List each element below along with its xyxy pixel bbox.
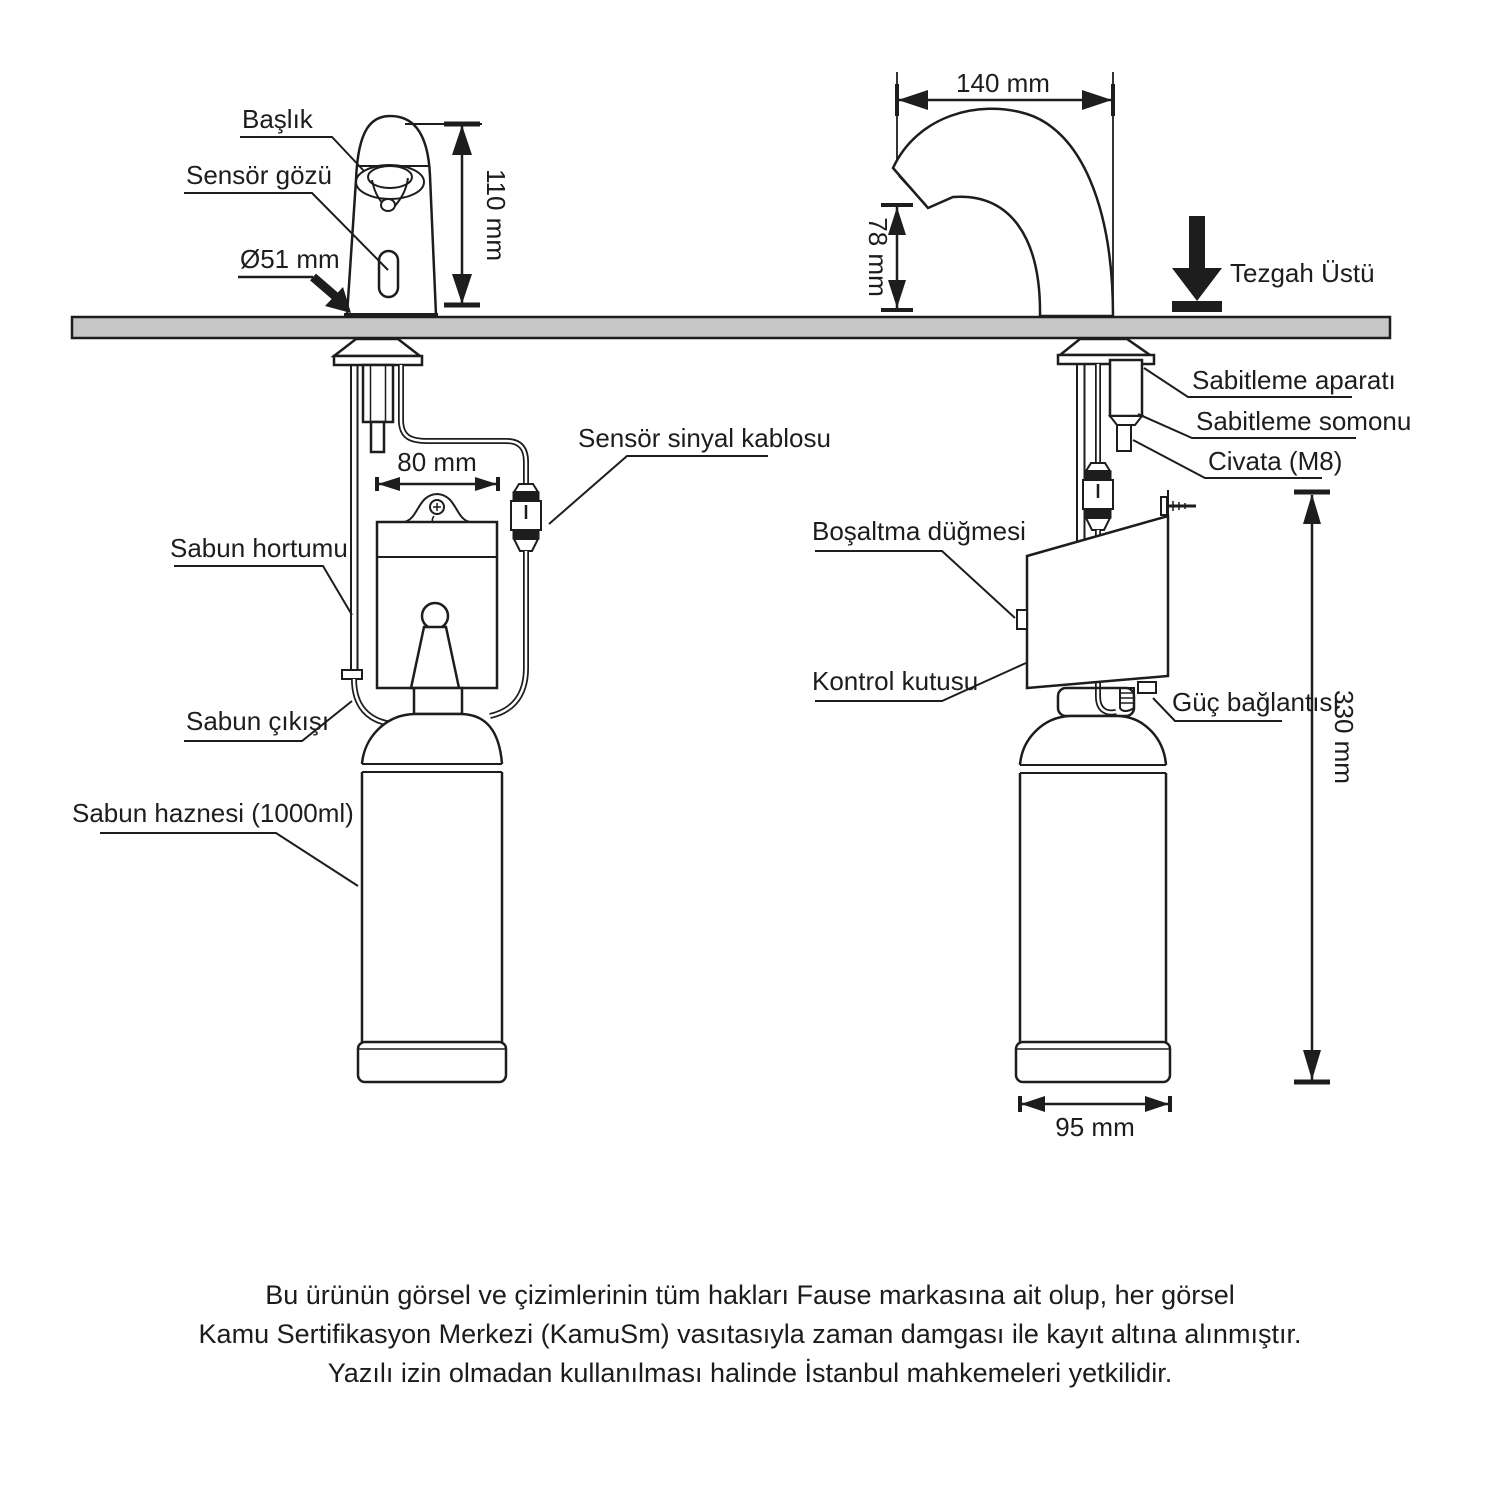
sabun-haznesi-leader xyxy=(100,833,358,886)
label-bosaltma xyxy=(812,516,1026,618)
dim-95mm-text: 95 mm xyxy=(1055,1112,1135,1142)
sensor-gozu-text: Sensör gözü xyxy=(186,160,332,190)
dim-110mm-text: 110 mm xyxy=(481,169,511,261)
label-kontrol xyxy=(812,663,1026,701)
pump-inlet-circle xyxy=(422,603,448,629)
guc-text: Güç bağlantısı xyxy=(1172,687,1340,717)
sabun-hortumu-leader xyxy=(174,566,352,615)
mount-cone xyxy=(334,339,420,356)
sabun-cikisi-text: Sabun çıkışı xyxy=(186,706,330,736)
sensor-window xyxy=(379,251,398,297)
bottle-base-band xyxy=(358,1042,506,1082)
bosaltma-text: Boşaltma düğmesi xyxy=(812,516,1026,546)
copyright-note xyxy=(0,1276,1500,1393)
spout-body xyxy=(893,109,1113,316)
shank-tailpiece xyxy=(371,422,384,452)
sabitleme-somonu-text: Sabitleme somonu xyxy=(1196,406,1412,436)
bottle-body-sides xyxy=(362,772,502,1042)
right-view xyxy=(812,68,1411,1142)
dimension-78mm xyxy=(863,205,913,310)
sabun-haznesi-text: Sabun haznesi (1000ml) xyxy=(72,798,354,828)
spout-tip xyxy=(381,199,395,211)
power-connector xyxy=(1138,682,1156,693)
label-sabun-haznesi xyxy=(72,798,358,886)
mount-shank xyxy=(363,365,393,422)
pump-box xyxy=(377,494,497,688)
soap-bottle-right xyxy=(1016,688,1170,1082)
civata-text: Civata (M8) xyxy=(1208,446,1343,476)
bottle-collar-right xyxy=(1020,765,1166,773)
label-sabitleme-somonu xyxy=(1138,406,1411,438)
sensor-kablosu-text: Sensör sinyal kablosu xyxy=(578,423,831,453)
fixing-nut xyxy=(1110,416,1142,425)
bottle-neck xyxy=(414,688,462,714)
cable-connector-right xyxy=(1083,463,1113,530)
bottle-base-right xyxy=(1016,1042,1170,1082)
label-sabun-hortumu xyxy=(170,533,352,615)
dim-330mm-text: 330 mm xyxy=(1329,690,1359,784)
bolt-m8 xyxy=(1117,425,1131,451)
copyright-line-3: Yazılı izin olmadan kullanılması halinde İstanbul mahkemeleri yetkilidir. xyxy=(327,1358,1173,1388)
label-civata xyxy=(1133,440,1342,478)
shank-tube-right xyxy=(1077,364,1085,545)
countertop-slab xyxy=(72,317,1390,338)
copyright-line-1: Bu ürünün görsel ve çizimlerinin tüm hakları Fause markasına ait olup, her görsel xyxy=(265,1280,1235,1310)
dimension-330mm xyxy=(1294,492,1359,1082)
soap-bottle-left xyxy=(358,688,506,1082)
diameter-text: Ø51 mm xyxy=(240,244,340,274)
dim-80mm-text: 80 mm xyxy=(397,447,477,477)
label-sabun-cikisi xyxy=(184,701,352,741)
sabitleme-aparati-text: Sabitleme aparatı xyxy=(1192,365,1396,395)
cable-connector-left xyxy=(511,484,541,551)
sabun-hortumu-text: Sabun hortumu xyxy=(170,533,348,563)
countertop-marker xyxy=(1172,216,1375,312)
label-sensor-kablosu xyxy=(549,423,831,524)
left-view xyxy=(72,104,831,1082)
label-sabitleme-aparati xyxy=(1144,365,1396,397)
sensor-kablosu-leader xyxy=(549,456,768,524)
baslik-text: Başlık xyxy=(242,104,313,134)
kontrol-text: Kontrol kutusu xyxy=(812,666,979,696)
bottle-collar-lines xyxy=(362,764,502,772)
hose-fitting xyxy=(342,670,362,679)
copyright-line-2: Kamu Sertifikasyon Merkezi (KamuSm) vasıtasıyla zaman damgası ile kayıt altına alınmıştır. xyxy=(198,1319,1302,1349)
screw-head xyxy=(1161,497,1167,515)
dimension-80mm xyxy=(377,447,498,491)
mount-plate xyxy=(334,356,422,365)
fixing-bracket xyxy=(1110,360,1142,416)
tezgah-ustu-text: Tezgah Üstü xyxy=(1230,258,1375,288)
drain-button xyxy=(1017,610,1027,629)
bottle-shoulder-right xyxy=(1020,716,1166,765)
control-box xyxy=(1027,516,1168,688)
bottle-body-right xyxy=(1020,773,1166,1042)
label-diameter xyxy=(238,244,351,313)
dimension-95mm xyxy=(1020,1096,1170,1142)
dim-78mm-text: 78 mm xyxy=(863,217,893,297)
mount-cone-right xyxy=(1060,339,1150,355)
dim-140mm-text: 140 mm xyxy=(956,68,1050,98)
bosaltma-leader xyxy=(815,551,1015,618)
right-undercounter xyxy=(1017,339,1196,712)
